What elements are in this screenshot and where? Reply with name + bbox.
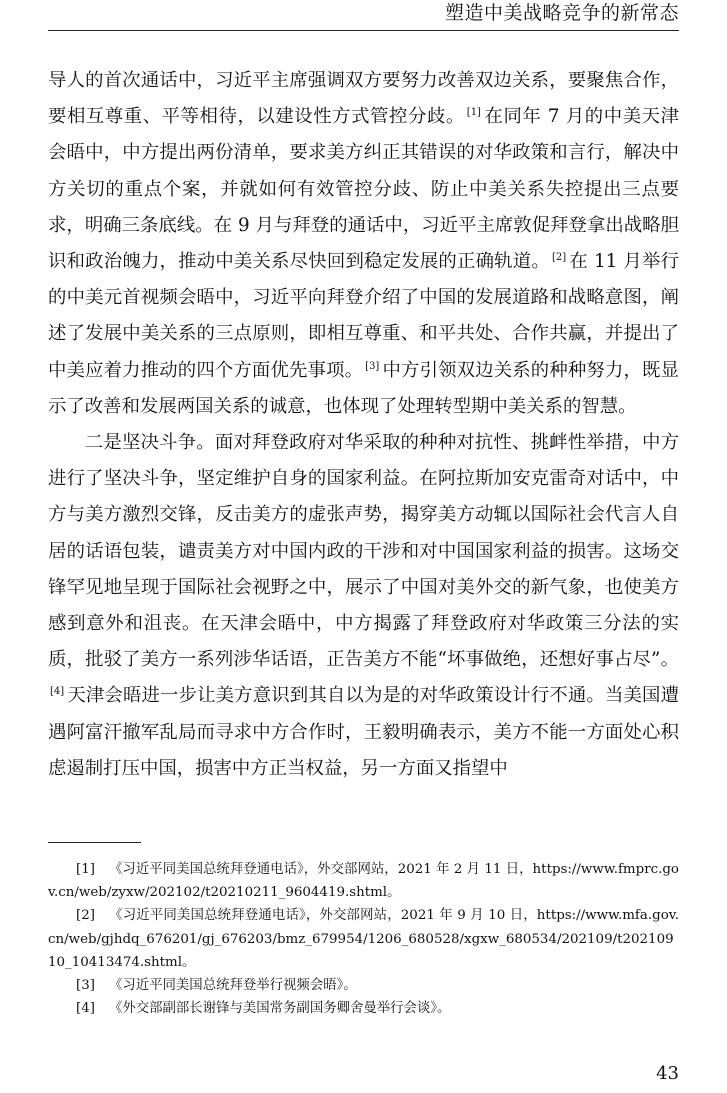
paragraph-1-sentence-2: 在同年 7 月的中美天津会晤中，中方提出两份清单，要求美方纠正其错误的对华政策和言行，解决中方关切的重点个案，并就如何有效管控分歧、防止中美关系失控提出三点要求，明确三条底线。在 9 月与拜登的通话中，习近平主席敦促拜登拿出战略胆识和政治魄力，推动中美关系尽快回到稳定发展的正确轨道。 xyxy=(48,106,679,273)
paragraph-1-sentence-3: 在 11 月举行的中美元首视频会晤中，习近平向拜登介绍了中国的发展道路和战略意图，阐述了发展中美关系的三点原则，即相互尊重、和平共处、合作共赢，并提出了中美应着力推动的四个方面优先事项。 xyxy=(48,251,679,381)
footnote-2-number: [2] xyxy=(76,908,95,924)
paragraph-1-sentence-4: 中方引领双边关系的种种努力，既显示了改善和发展两国关系的诚意，也体现了处理转型期中美关系的智慧。 xyxy=(48,359,679,417)
paragraph-1 xyxy=(48,63,679,425)
footnote-1-number: [1] xyxy=(76,862,95,877)
footnote-ref-3[interactable]: [3] xyxy=(365,360,380,372)
footnote-3 xyxy=(48,974,679,997)
footnote-ref-4[interactable]: [4] xyxy=(50,686,65,698)
footnote-4-number: [4] xyxy=(76,1001,95,1017)
footnotes xyxy=(48,858,679,1020)
running-header xyxy=(48,0,679,31)
footnote-2-text[interactable]: 《习近平同美国总统拜登通电话》，外交部网站，2021 年 9 月 10 日，https://www.mfa.gov.cn/web/gjhdq_676201/gj_676203/bmz_679954/1206_680528/xgxw_680534/202109/t20210910_10413474.shtml。 xyxy=(48,908,679,970)
footnote-3-text: 《习近平同美国总统拜登举行视频会晤》。 xyxy=(108,978,357,994)
page-number: 43 xyxy=(656,1063,679,1084)
footnote-4 xyxy=(48,997,679,1020)
running-header-title: 塑造中美战略竞争的新常态 xyxy=(444,2,679,24)
paragraph-1-sentence-1: 导人的首次通话中，习近平主席强调双方要努力改善双边关系，要聚焦合作，要相互尊重、平等相待，以建设性方式管控分歧。 xyxy=(48,70,679,128)
footnote-divider xyxy=(48,842,141,843)
footnote-4-text: 《外交部副部长谢锋与美国常务副国务卿舍曼举行会谈》。 xyxy=(108,1001,451,1017)
body-text xyxy=(48,63,679,787)
paragraph-2-sentence-2: 天津会晤进一步让美方意识到其自以为是的对华政策设计行不通。当美国遭遇阿富汗撤军乱局而寻求中方合作时，王毅明确表示，美方不能一方面处心积虑遏制打压中国，损害中方正当权益，另一方面又指望中 xyxy=(48,685,679,779)
paragraph-2-sentence-1: 二是坚决斗争。面对拜登政府对华采取的种种对抗性、挑衅性举措，中方进行了坚决斗争，坚定维护自身的国家利益。在阿拉斯加安克雷奇对话中，中方与美方激烈交锋，反击美方的虚张声势，揭穿美方动辄以国际社会代言人自居的话语包装，谴责美方对中国内政的干涉和对中国国家利益的损害。这场交锋罕见地呈现于国际社会视野之中，展示了中国对美外交的新气象，也使美方感到意外和沮丧。在天津会晤中，中方揭露了拜登政府对华政策三分法的实质，批驳了美方一系列涉华话语，正告美方不能“坏事做绝，还想好事占尽”。 xyxy=(48,432,679,671)
footnote-3-number: [3] xyxy=(76,978,95,994)
footnote-1-text[interactable]: 《习近平同美国总统拜登通电话》，外交部网站，2021 年 2 月 11 日，https://www.fmprc.gov.cn/web/zyxw/202102/t20210211_9604419.shtml。 xyxy=(48,862,679,901)
paragraph-2 xyxy=(48,425,679,787)
footnote-ref-1[interactable]: [1] xyxy=(466,107,481,119)
footnote-ref-2[interactable]: [2] xyxy=(551,252,567,264)
footnote-2 xyxy=(48,904,679,974)
footnote-1 xyxy=(48,858,679,904)
